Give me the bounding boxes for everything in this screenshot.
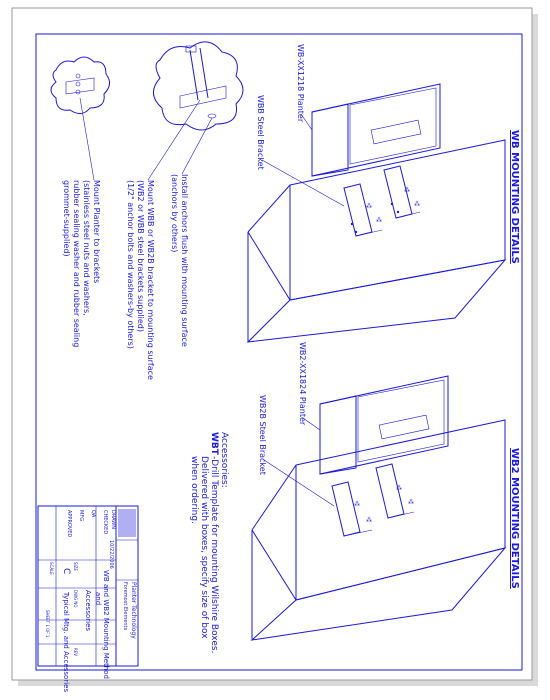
svg-text:⁂: ⁂ (366, 203, 372, 210)
wb-bracket-label: WBB Steel Bracket (256, 95, 265, 170)
note-planter-line-2: (stainless steel nuts and washers, (82, 180, 91, 316)
svg-text:⁂: ⁂ (396, 485, 402, 492)
note-planter-line-1: Mount Planter to brackets (92, 180, 101, 284)
note-anchors-line-2: (anchors by others) (170, 174, 179, 253)
tb-label-rev: REV (73, 648, 78, 657)
tb-field-mfg: MFG (78, 510, 84, 522)
note-planter-line-3: rubber sealing washer and rubber sealing (72, 180, 81, 348)
tb-field-approved: APPROVED (66, 510, 72, 538)
wb2-heading: WB2 MOUNTING DETAILS (509, 448, 520, 589)
svg-text:⁂: ⁂ (354, 501, 360, 508)
accessories-line-2: Delivered with boxes, specify size of box (199, 456, 209, 639)
tb-title-2: and (94, 592, 102, 606)
tb-size: C (61, 568, 71, 575)
tb-field-checked: CHECKED (102, 510, 108, 535)
wb2-planter-label: WB2-XX1824 Planter (298, 342, 307, 426)
wb2-bracket-label: WB2B Steel Bracket (258, 395, 267, 475)
tb-title-1: WB and WB2 Mounting Method (102, 570, 110, 679)
note-bracket-line-2: (WB2 or WBB steel brackets supplied) (136, 180, 145, 332)
svg-text:⁂: ⁂ (366, 517, 372, 524)
tb-company-sub: Foremost Elements (122, 582, 128, 631)
tb-date: 10/22/2006 (108, 540, 114, 569)
accessories-item-code: WBT (209, 432, 219, 455)
note-bracket-line-1: Mount WBB or WB2B bracket to mounting surface (146, 180, 155, 380)
page (12, 8, 532, 680)
accessories-title: Accessories: (219, 432, 229, 488)
tb-field-drawn: DRAWN (110, 510, 116, 529)
accessories-line-3: when ordering. (189, 456, 199, 524)
tb-field-qa: QA (90, 510, 96, 518)
svg-text:⁂: ⁂ (404, 187, 410, 194)
note-anchors-line-1: Install anchors flush with mounting surface (180, 174, 189, 347)
tb-label-size: SIZE (73, 562, 78, 571)
accessories-line-1: -Drill Template for mounting Wilshire Boxes. (209, 456, 219, 654)
tb-label-scale: SCALE (49, 562, 54, 575)
svg-text:⁂: ⁂ (414, 201, 420, 208)
svg-text:⁂: ⁂ (376, 217, 382, 224)
wb-heading: WB MOUNTING DETAILS (509, 130, 520, 264)
wb-planter-label: WB-XX1218 Planter (296, 44, 305, 123)
note-planter-line-4: grommet-supplied) (62, 180, 71, 257)
svg-text:⁂: ⁂ (408, 499, 414, 506)
tb-description: Typical Mtg. and Accessories (62, 592, 70, 693)
tb-label-dwg: DWG NO (73, 590, 78, 608)
tb-title-3: Accessories (84, 590, 92, 632)
tb-company: Planter Technology (130, 582, 137, 639)
note-bracket-line-3: (1/2" anchor bolts and washers-by others) (126, 180, 135, 349)
tb-sheet: SHEET 1 OF 1 (45, 610, 50, 638)
